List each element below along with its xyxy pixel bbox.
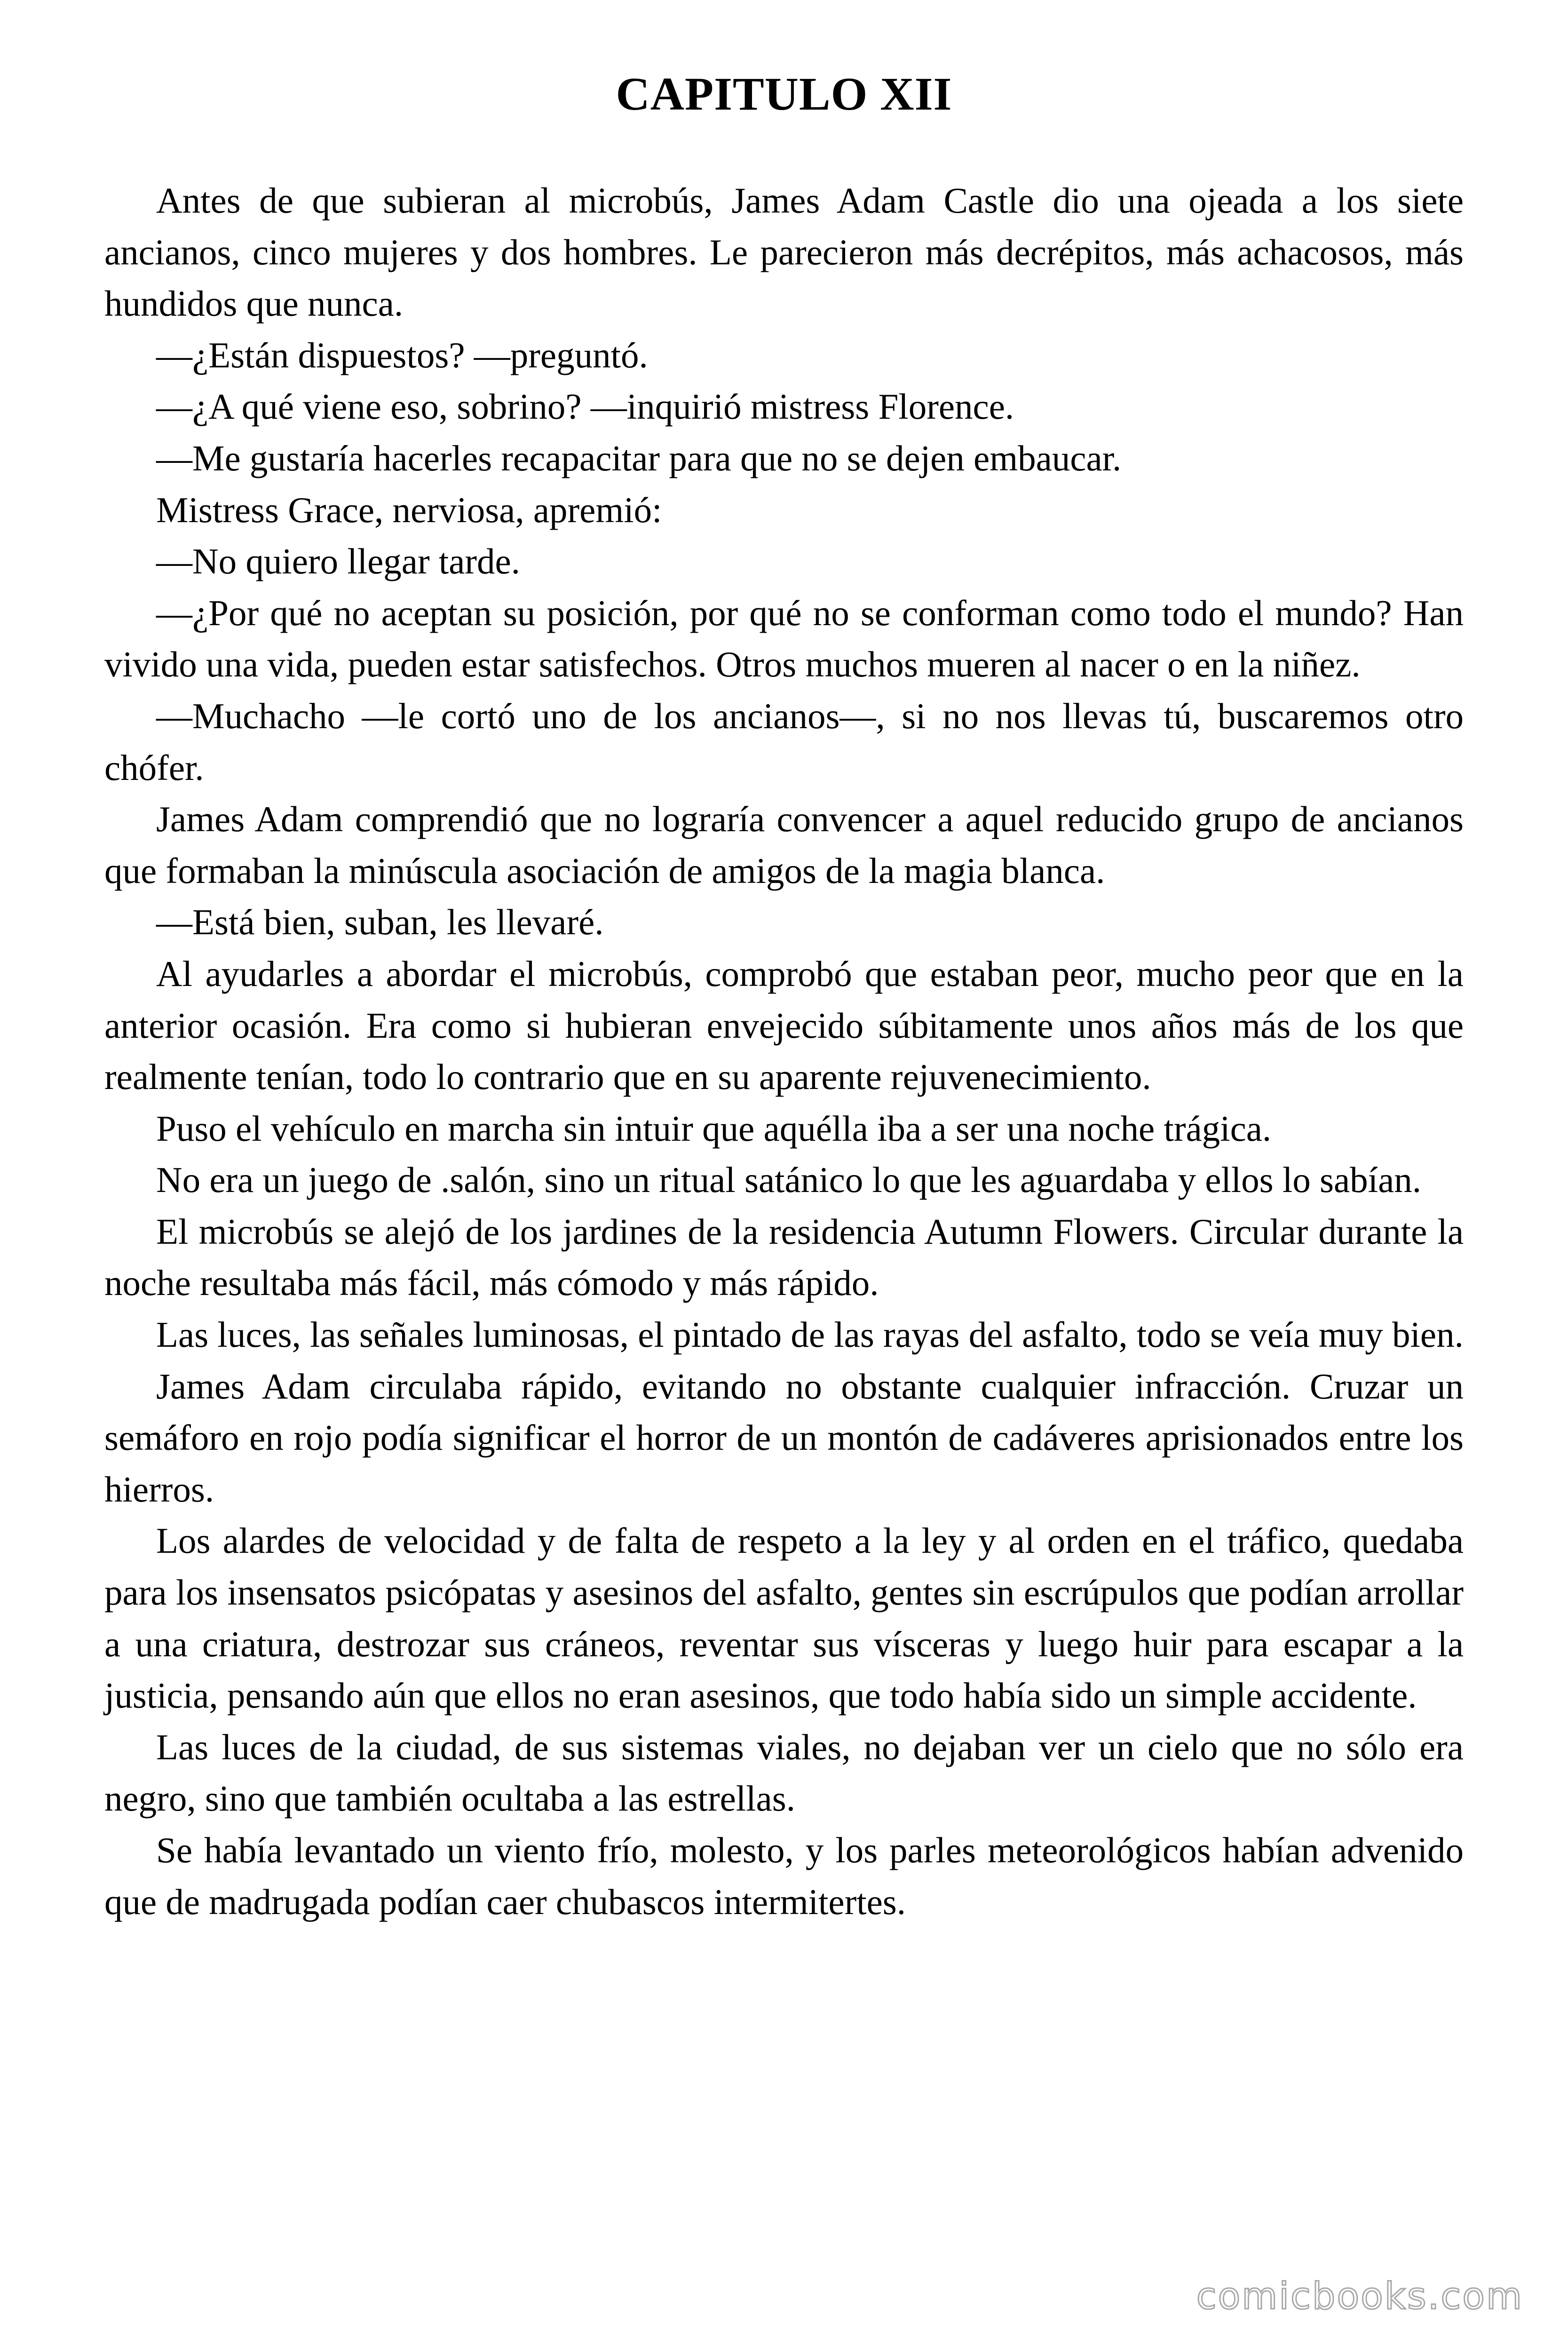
paragraph: No era un juego de .salón, sino un ritual satánico lo que les aguardaba y ellos lo sabían. [156, 1160, 1421, 1200]
paragraph: —¿Por qué no aceptan su posición, por qué no se conforman como todo el mundo? Han vivido una vida, pueden estar satisfechos. Otros muchos mueren al nacer o en la niñez. [104, 592, 1464, 685]
paragraph: Antes de que subieran al microbús, James Adam Castle dio una ojeada a los siete ancianos, cinco mujeres y dos hombres. Le parecieron más decrépitos, más achacosos, más hundidos que nunca. [104, 180, 1464, 324]
site-watermark: comicbooks.com [1196, 2275, 1523, 2318]
paragraph: —¿Están dispuestos? —preguntó. [156, 334, 648, 375]
chapter-title: CAPITULO XII [616, 68, 952, 120]
paragraph: James Adam comprendió que no lograría convencer a aquel reducido grupo de ancianos que formaban la minúscula asociación de amigos de la magia blanca. [104, 799, 1464, 891]
paragraph: Mistress Grace, nerviosa, apremió: [156, 489, 662, 530]
paragraph: Se había levantado un viento frío, molesto, y los parles meteorológicos habían advenido que de madrugada podían caer chubascos intermitertes. [104, 1830, 1464, 1922]
paragraph: —Está bien, suban, les llevaré. [156, 902, 604, 943]
paragraph: Al ayudarles a abordar el microbús, comprobó que estaban peor, mucho peor que en la anterior ocasión. Era como si hubieran envejecido súbitamente unos años más de los que realmente tenían, todo lo contrario que en su aparente rejuvenecimiento. [104, 953, 1464, 1097]
paragraph: El microbús se alejó de los jardines de la residencia Autumn Flowers. Circular durante la noche resultaba más fácil, más cómodo y más rápido. [104, 1211, 1464, 1303]
paragraph: Las luces de la ciudad, de sus sistemas viales, no dejaban ver un cielo que no sólo era negro, sino que también ocultaba a las estrellas. [104, 1726, 1464, 1819]
paragraph: —No quiero llegar tarde. [156, 541, 520, 582]
paragraph: Los alardes de velocidad y de falta de respeto a la ley y al orden en el tráfico, quedaba para los insensatos psicópatas y asesinos del asfalto, gentes sin escrúpulos que podían arrollar a una criatura, destrozar sus cráneos, reventar sus vísceras y luego huir para escapar a la justicia, pensando aún que ellos no eran asesinos, que todo había sido un simple accidente. [104, 1520, 1464, 1716]
paragraph: —Me gustaría hacerles recapacitar para que no se dejen embaucar. [156, 437, 1122, 478]
paragraph: —Muchacho —le cortó uno de los ancianos—, si no nos llevas tú, buscaremos otro chófer. [104, 695, 1464, 788]
paragraph: Las luces, las señales luminosas, el pintado de las rayas del asfalto, todo se veía muy bien. [156, 1314, 1464, 1355]
paragraph: Puso el vehículo en marcha sin intuir que aquélla iba a ser una noche trágica. [156, 1108, 1272, 1149]
paragraph: —¿A qué viene eso, sobrino? —inquirió mistress Florence. [156, 386, 1014, 427]
paragraph: James Adam circulaba rápido, evitando no obstante cualquier infracción. Cruzar un semáforo en rojo podía significar el horror de un montón de cadáveres aprisionados entre los hierros. [104, 1366, 1464, 1510]
chapter-body [104, 175, 1464, 1928]
